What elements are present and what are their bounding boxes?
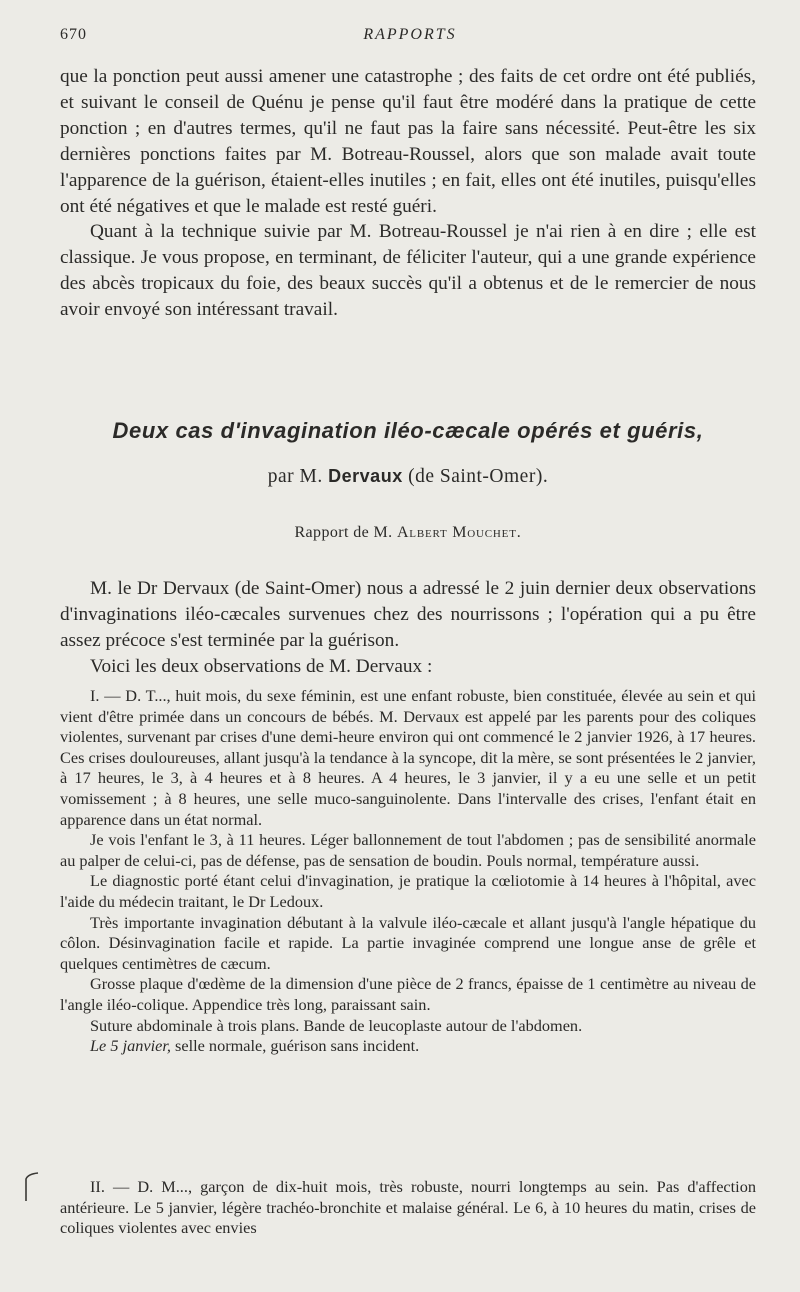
intro-paragraph-2: Quant à la technique suivie par M. Botreau-Roussel je n'ai rien à en dire ; elle est classique. Je vous propose, en terminant, de féliciter l'auteur, qui a une grande expérience des abcès tropicaux du foie, des beaux succès qu'il a obtenus et de le remercier de nous avoir envoyé son intéressant travail. [60,221,756,321]
report-attribution [60,524,756,542]
observation-2-paragraph-1: II. — D. M..., garçon de dix-huit mois, très robuste, nourri longtemps au sein. Pas d'affection antérieure. Le 5 janvier, légère trachéo-bronchite et malaise général. Le 6, à 10 heures du matin, crises de coliques violentes avec envies [60,1177,756,1238]
main-text [60,576,756,680]
observation-1-paragraph-1: I. — D. T..., huit mois, du sexe féminin, est une enfant robuste, bien constituée, élevée au sein et qui vient d'être primée dans un concours de bébés. M. Dervaux est appelé par les parents pour des coliques violentes, survenant par crises d'une demi-heure environ qui ont commencé le 2 janvier 1926, à 17 heures. Ces crises douloureuses, allant jusqu'à la tendance à la syncope, dit la mère, se sont présentées le 2 janvier, à 17 heures, le 3, à 4 heures et à 8 heures. A 4 heures, le 3 janvier, il y a eu une selle et un petit vomissement ; à 8 heures, une selle muco-sanguinolente. Dans l'intervalle des crises, l'enfant était en apparence dans un état normal. [60,686,756,829]
observation-2 [60,1177,756,1239]
observation-1-paragraph-2: Je vois l'enfant le 3, à 11 heures. Léger ballonnement de tout l'abdomen ; pas de sensibilité anormale au palper de celui-ci, pas de défense, pas de sensation de boudin. Pouls normal, température aussi. [60,830,756,870]
main-paragraph-1: M. le Dr Dervaux (de Saint-Omer) nous a adressé le 2 juin dernier deux observations d'invaginations iléo-cæcales survenues chez des nourrissons ; l'opération qui a pu être assez précoce s'est terminée par la guérison. [60,578,756,651]
margin-bracket-mark [22,1171,40,1205]
observation-1 [60,686,756,1057]
observation-1-paragraph-4: Très importante invagination débutant à la valvule iléo-cæcale et allant jusqu'à l'angle hépatique du côlon. Désinvagination facile et rapide. La partie invaginée comprend une longue anse de grêle et quelques centimètres de cæcum. [60,912,756,973]
page-number: 670 [60,26,87,43]
observation-1-outcome: selle normale, guérison sans incident. [170,1036,420,1056]
observation-1-paragraph-5: Grosse plaque d'œdème de la dimension d'une pièce de 2 francs, épaisse de 1 centimètre au niveau de l'angle iléo-colique. Appendice très long, paraissant sain. [60,974,756,1014]
article-title: Deux cas d'invagination iléo-cæcale opérés et guéris, [112,418,704,443]
byline-prefix: par M. [267,466,323,487]
page-header [60,26,760,50]
main-paragraph-2: Voici les deux observations de M. Dervaux : [90,655,433,677]
observation-1-date: Le 5 janvier, [90,1036,171,1056]
observation-1-paragraph-7 [60,1036,756,1057]
author-name: Dervaux [328,466,403,486]
author-place: (de Saint-Omer). [408,466,549,487]
report-prefix: Rapport de M. [294,524,393,541]
running-title: RAPPORTS [363,26,457,43]
report-author: Albert Mouchet. [396,524,522,541]
observation-1-paragraph-3: Le diagnostic porté étant celui d'invagination, je pratique la cœliotomie à 14 heures à l'hôpital, avec l'aide du médecin traitant, le Dr Ledoux. [60,871,756,911]
intro-paragraph-1: que la ponction peut aussi amener une catastrophe ; des faits de cet ordre ont été publiés, et suivant le conseil de Quénu je pense qu'il faut être modéré dans la pratique de cette ponction ; en d'autres termes, qu'il ne faut pas la faire sans nécessité. Peut-être les six dernières ponctions faites par M. Botreau-Roussel, alors que son malade avait toute l'apparence de la guérison, étaient-elles inutiles ; en fait, elles ont été inutiles, puisqu'elles ont été négatives et que le malade est resté guéri. [60,66,756,217]
observation-1-paragraph-6: Suture abdominale à trois plans. Bande de leucoplaste autour de l'abdomen. [90,1015,583,1035]
intro-text [60,64,756,323]
article-byline [60,466,756,488]
